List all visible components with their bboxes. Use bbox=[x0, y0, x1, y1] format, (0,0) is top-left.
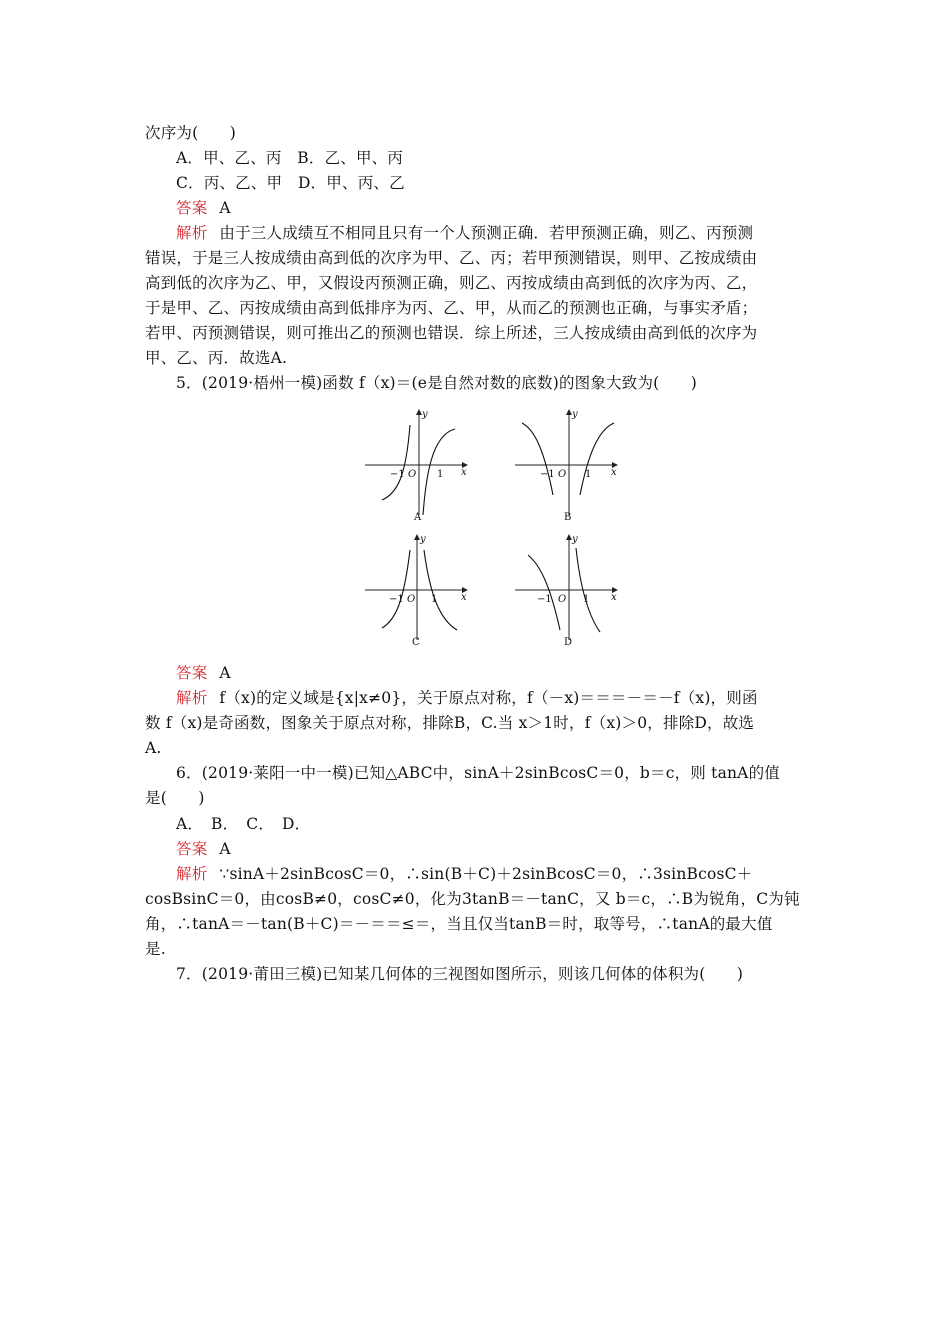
question-line: 6．(2019·莱阳一中一模)已知△ABC中，sinA＋2sinBcosC＝0，b＝c，则 tanA的值 bbox=[176, 764, 780, 782]
graph-b bbox=[510, 405, 640, 530]
curve-left bbox=[382, 425, 410, 500]
pos-one-label: 1 bbox=[583, 594, 590, 605]
pos-one-label: 1 bbox=[585, 469, 592, 480]
text-line: 若甲、丙预测错误，则可推出乙的预测也错误．综上所述，三人按成绩由高到低的次序为 bbox=[145, 324, 758, 342]
text-line: A. bbox=[145, 739, 162, 757]
neg-one-label: −1 bbox=[537, 594, 552, 605]
option-line: A．甲、乙、丙 B．乙、甲、丙 bbox=[176, 149, 404, 167]
option-line: A． B． C． D． bbox=[176, 815, 311, 833]
y-label: y bbox=[572, 409, 578, 420]
analysis-label: 解析 bbox=[176, 689, 208, 707]
x-label: x bbox=[611, 467, 617, 478]
text-line: 是. bbox=[145, 940, 166, 958]
text-line: 是( ) bbox=[145, 789, 205, 807]
neg-one-label: −1 bbox=[540, 469, 555, 480]
neg-one-label: −1 bbox=[390, 469, 405, 480]
curve-left bbox=[528, 555, 560, 630]
graph-caption: B bbox=[564, 512, 572, 523]
y-label: y bbox=[422, 409, 428, 420]
analysis-line bbox=[176, 862, 841, 886]
answer-value: A bbox=[219, 199, 231, 217]
graph-a bbox=[360, 405, 490, 530]
answer-value: A bbox=[219, 664, 231, 682]
text-line: cosBsinC＝0，由cosB≠0，cosC≠0，化为3tanB＝－tanC，又 b＝c，∴B为锐角，C为钝 bbox=[145, 890, 800, 908]
text-line: 错误，于是三人按成绩由高到低的次序为甲、乙、丙；若甲预测错误，则甲、乙按成绩由 bbox=[145, 249, 758, 267]
analysis-line bbox=[176, 221, 841, 245]
pos-one-label: 1 bbox=[431, 594, 438, 605]
curve-right bbox=[580, 423, 614, 495]
curve-left bbox=[382, 550, 410, 628]
text-line: 数 f（x)是奇函数，图象关于原点对称，排除B，C.当 x＞1时，f（x)＞0，排除D，故选 bbox=[145, 714, 755, 732]
text-line: 次序为( ) bbox=[145, 124, 236, 142]
x-label: x bbox=[461, 467, 467, 478]
text-line: 高到低的次序为乙、甲，又假设丙预测正确，则乙、丙按成绩由高到低的次序为丙、乙， bbox=[145, 274, 758, 292]
answer-line bbox=[176, 661, 841, 685]
answer-label: 答案 bbox=[176, 840, 208, 858]
origin-label: O bbox=[558, 469, 567, 480]
answer-line bbox=[176, 837, 841, 861]
neg-one-label: −1 bbox=[389, 594, 404, 605]
text-line: 角，∴tanA＝－tan(B＋C)＝－＝＝≤＝，当且仅当tanB＝时，取等号，∴tanA的最大值 bbox=[145, 915, 773, 933]
graph-caption: C bbox=[412, 637, 420, 648]
analysis-label: 解析 bbox=[176, 865, 208, 883]
origin-label: O bbox=[558, 594, 567, 605]
analysis-text: ∵sinA＋2sinBcosC＝0，∴sin(B＋C)＋2sinBcosC＝0，∴3sinBcosC＋ bbox=[219, 865, 753, 883]
graph-caption: A bbox=[414, 512, 422, 523]
question-line: 5．(2019·梧州一模)函数 f（x)＝(e是自然对数的底数)的图象大致为( ) bbox=[176, 374, 698, 392]
x-label: x bbox=[461, 592, 467, 603]
graph-caption: D bbox=[564, 637, 573, 648]
y-label: y bbox=[572, 534, 578, 545]
curve-left bbox=[522, 423, 553, 495]
answer-line bbox=[176, 196, 841, 220]
option-line: C．丙、乙、甲 D．甲、丙、乙 bbox=[176, 174, 405, 192]
origin-label: O bbox=[408, 469, 417, 480]
analysis-label: 解析 bbox=[176, 224, 208, 242]
x-label: x bbox=[611, 592, 617, 603]
answer-value: A bbox=[219, 840, 231, 858]
y-label: y bbox=[420, 534, 426, 545]
answer-label: 答案 bbox=[176, 664, 208, 682]
analysis-text: 由于三人成绩互不相同且只有一个人预测正确．若甲预测正确，则乙、丙预测 bbox=[219, 224, 754, 242]
text-line: 甲、乙、丙．故选A. bbox=[145, 349, 288, 367]
answer-label: 答案 bbox=[176, 199, 208, 217]
graph-c bbox=[360, 530, 490, 655]
graph-d bbox=[510, 530, 640, 655]
pos-one-label: 1 bbox=[437, 469, 444, 480]
analysis-line bbox=[176, 686, 841, 710]
question-line: 7．(2019·莆田三模)已知某几何体的三视图如图所示，则该几何体的体积为( ) bbox=[176, 965, 744, 983]
text-line: 于是甲、乙、丙按成绩由高到低排序为丙、乙、甲，从而乙的预测也正确，与事实矛盾； bbox=[145, 299, 758, 317]
analysis-text: f（x)的定义域是{x|x≠0}，关于原点对称，f（－x)＝＝＝－＝－f（x)，则函 bbox=[219, 689, 758, 707]
origin-label: O bbox=[407, 594, 416, 605]
